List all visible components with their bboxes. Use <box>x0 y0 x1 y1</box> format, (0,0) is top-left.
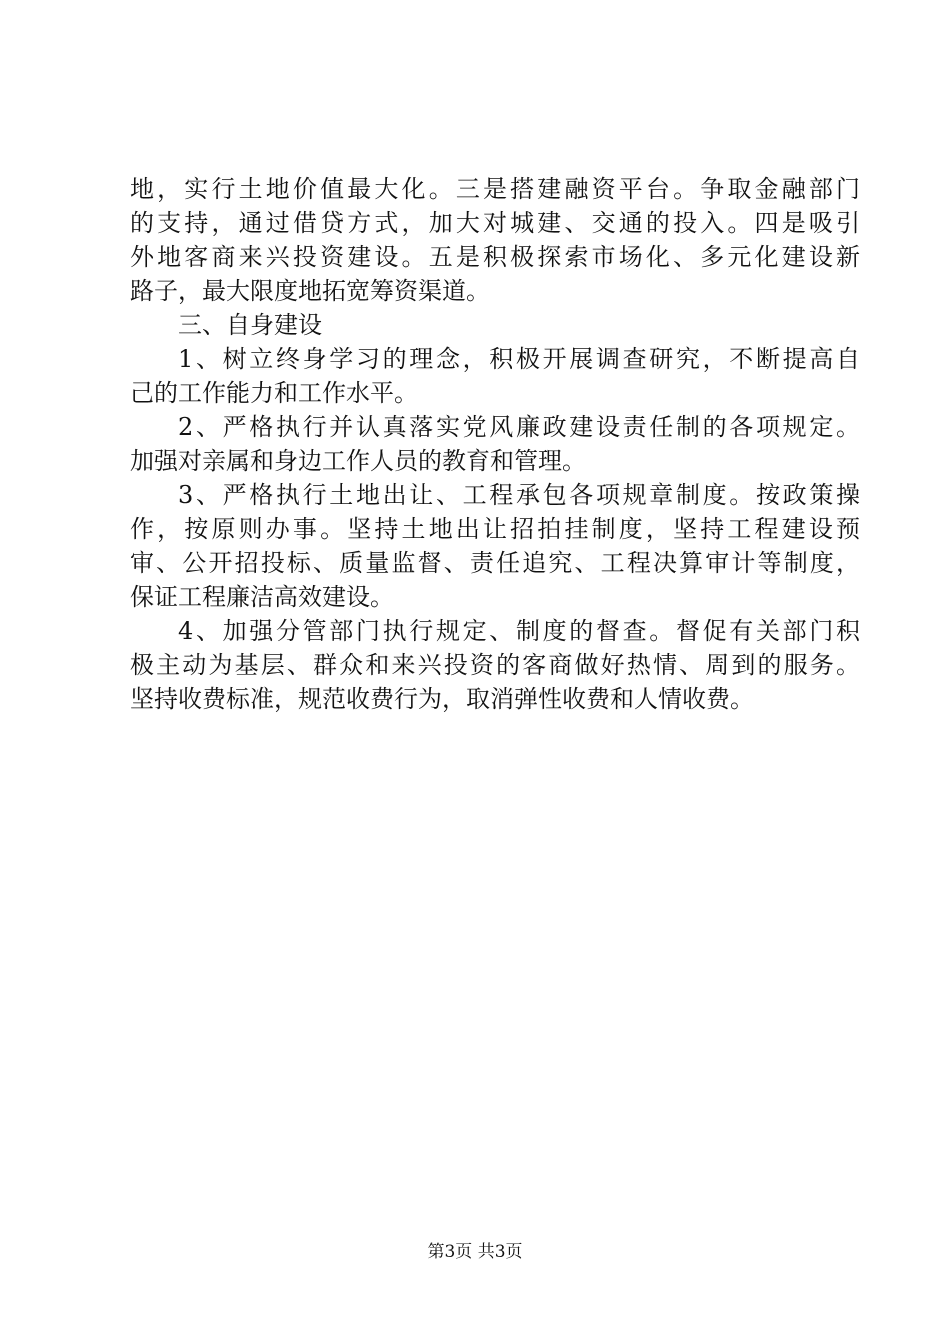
text-line: 外地客商来兴投资建设。五是积极探索市场化、多元化建设新 <box>130 243 860 271</box>
text-line: 极主动为基层、群众和来兴投资的客商做好热情、周到的服务。 <box>130 651 860 679</box>
text-line: 的支持，通过借贷方式，加大对城建、交通的投入。四是吸引 <box>130 209 860 237</box>
text-line: 审、公开招投标、质量监督、责任追究、工程决算审计等制度， <box>130 549 860 577</box>
text-line: 4、加强分管部门执行规定、制度的督查。督促有关部门积 <box>178 617 860 645</box>
text-line: 作，按原则办事。坚持土地出让招拍挂制度，坚持工程建设预 <box>130 515 860 543</box>
text-line: 三、自身建设 <box>178 311 322 339</box>
document-body <box>130 172 860 716</box>
text-line: 路子，最大限度地拓宽筹资渠道。 <box>130 277 490 305</box>
text-line: 3、严格执行土地出让、工程承包各项规章制度。按政策操 <box>178 481 860 509</box>
text-line: 1、树立终身学习的理念，积极开展调查研究，不断提高自 <box>178 345 860 373</box>
text-line: 保证工程廉洁高效建设。 <box>130 583 394 611</box>
text-line: 2、严格执行并认真落实党风廉政建设责任制的各项规定。 <box>178 413 860 441</box>
text-line: 地，实行土地价值最大化。三是搭建融资平台。争取金融部门 <box>130 175 860 203</box>
text-line: 己的工作能力和工作水平。 <box>130 379 418 407</box>
text-line: 坚持收费标准，规范收费行为，取消弹性收费和人情收费。 <box>130 685 754 713</box>
page-footer: 第3页 共3页 <box>427 1242 523 1262</box>
text-line: 加强对亲属和身边工作人员的教育和管理。 <box>130 447 586 475</box>
